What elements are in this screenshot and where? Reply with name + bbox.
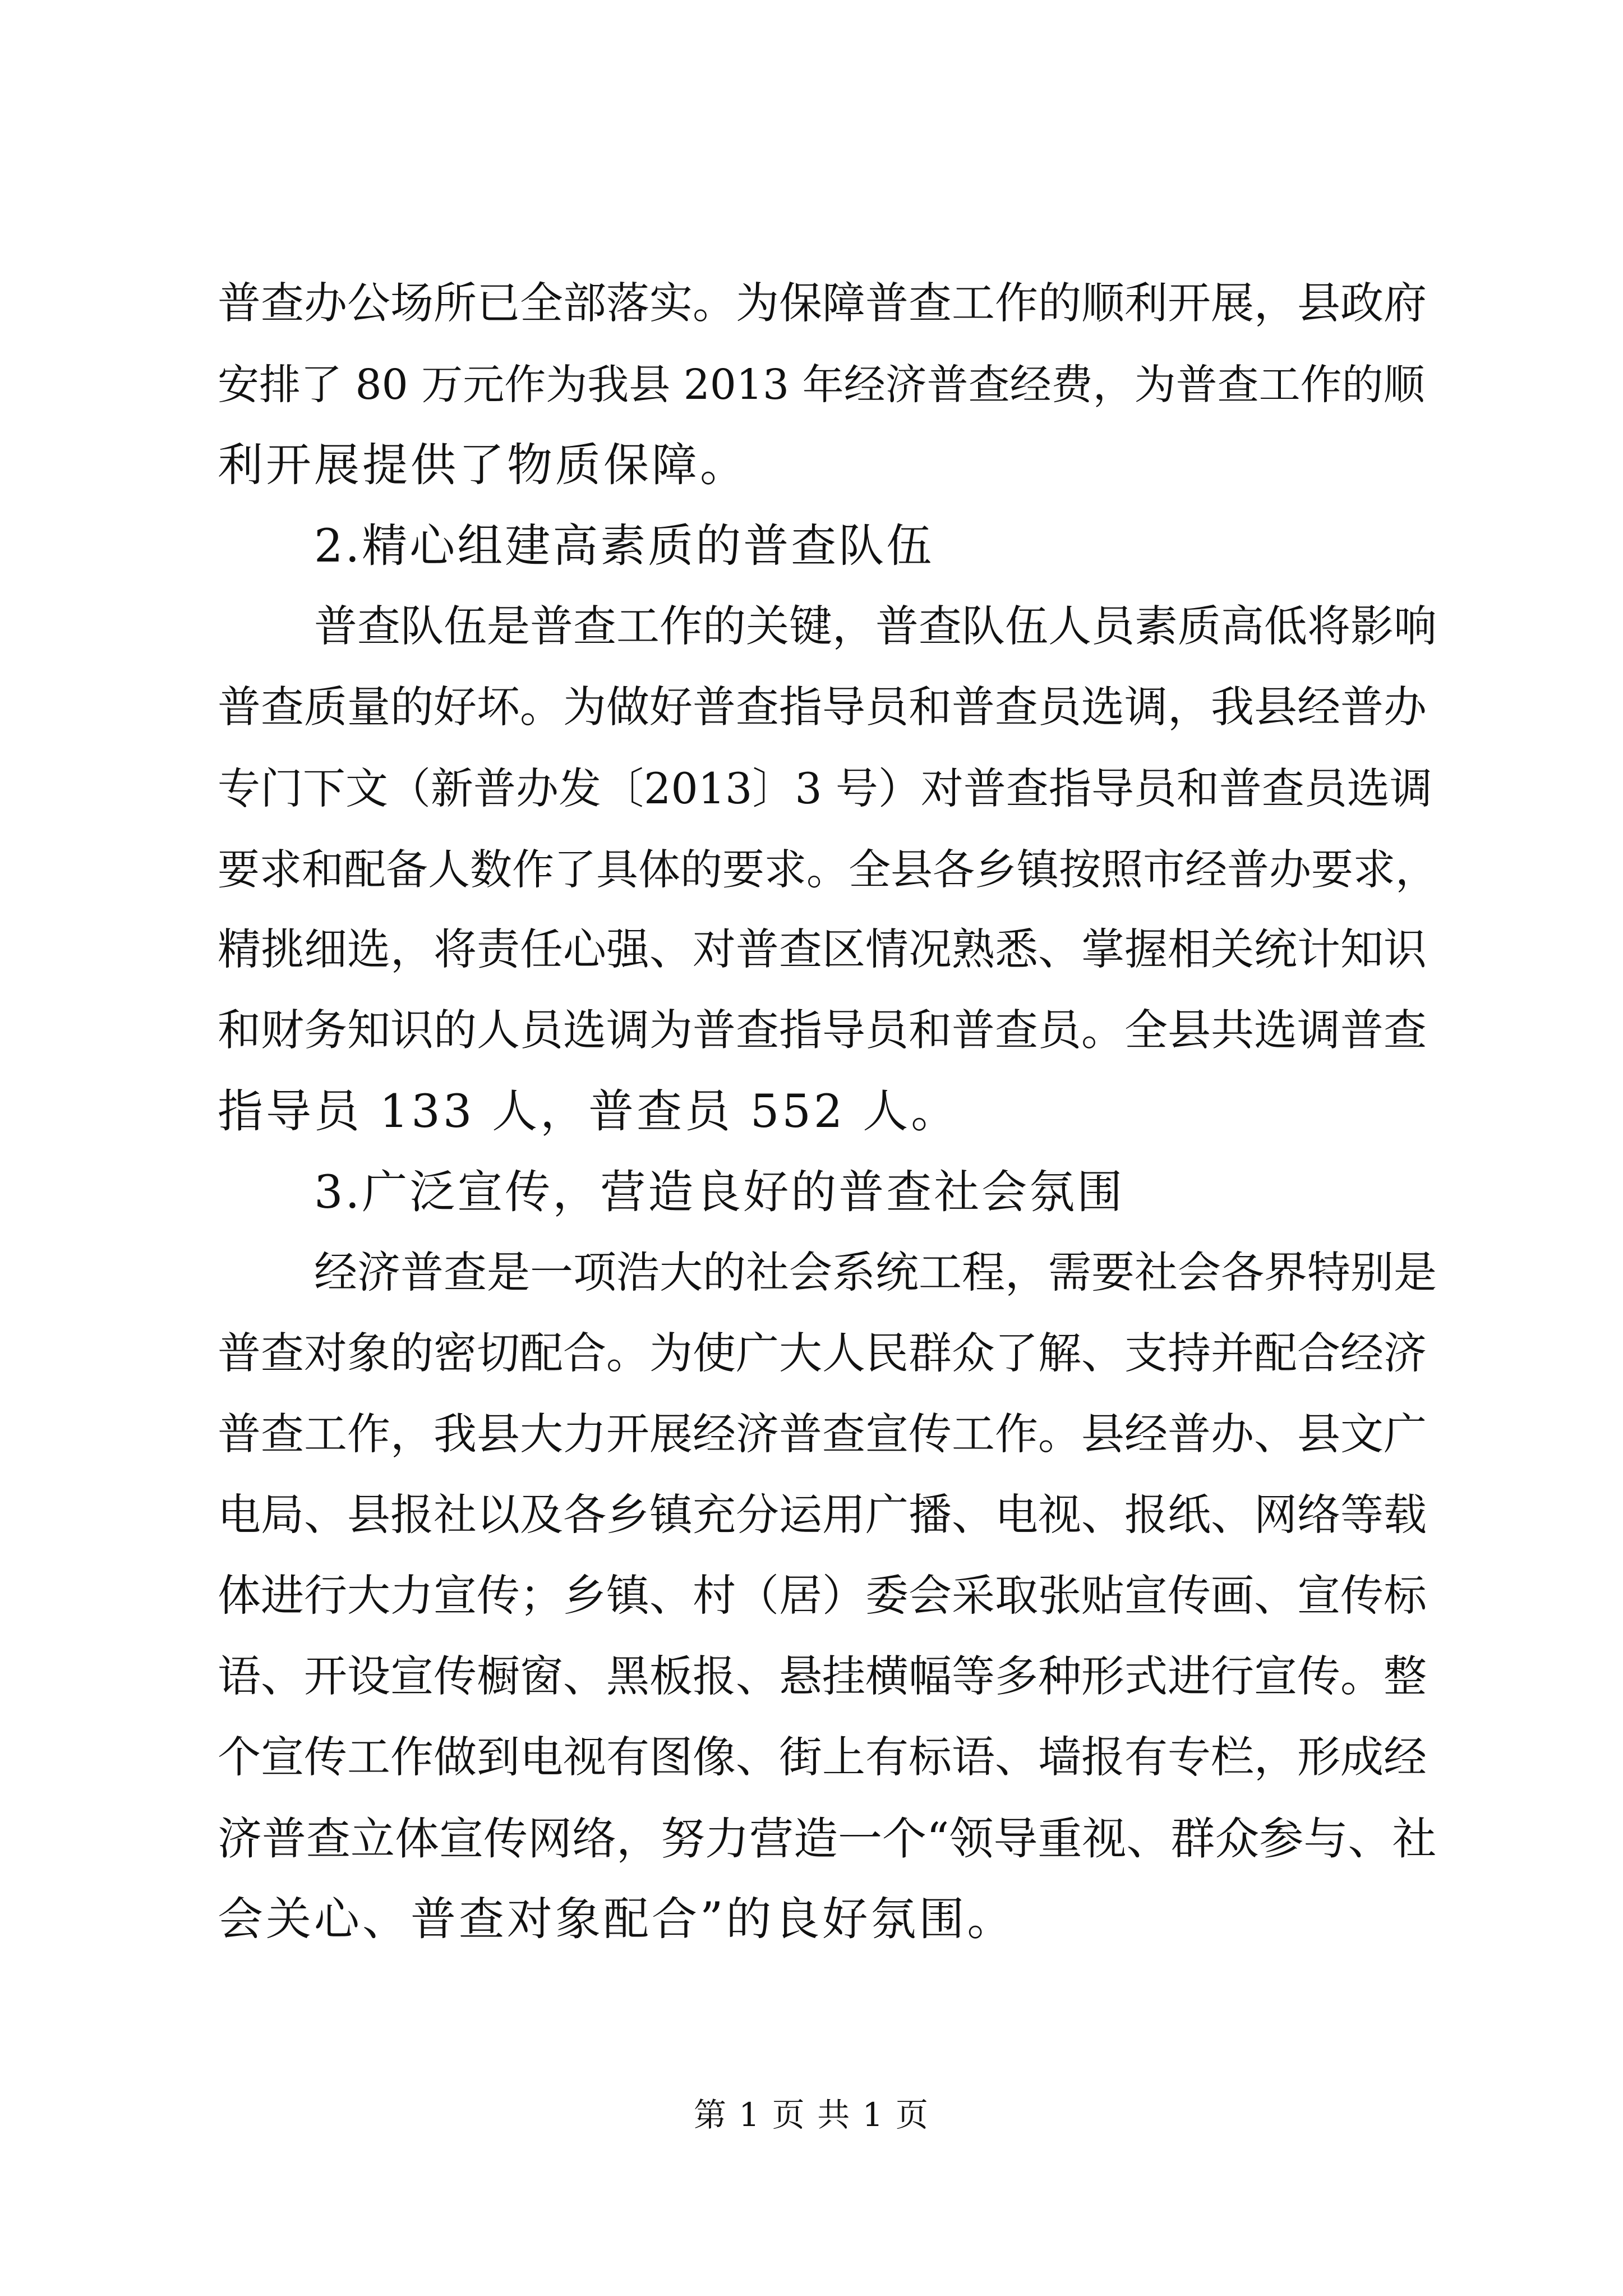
paragraph-line: 普查工作，我县大力开展经济普查宣传工作。县经普办、县文广 [218,1410,1427,1460]
paragraph-line: 利开展提供了物质保障。 [218,439,749,492]
paragraph-line: 指导员 133 人，普查员 552 人。 [218,1085,960,1138]
section-heading: 2.精心组建高素质的普查队伍 [314,520,934,573]
document-body [218,264,1437,1960]
section-heading: 3.广泛宣传，营造良好的普查社会氛围 [314,1166,1125,1219]
paragraph-line: 安排了 80 万元作为我县 2013 年经济普查经费，为普查工作的顺 [218,361,1425,409]
paragraph-line: 电局、县报社以及各乡镇充分运用广播、电视、报纸、网络等载 [218,1490,1427,1540]
paragraph-line: 普查质量的好坏。为做好普查指导员和普查员选调，我县经普办 [218,683,1427,733]
page-footer: 第 1 页 共 1 页 [694,2096,929,2134]
paragraph-line: 体进行大力宣传；乡镇、村（居）委会采取张贴宣传画、宣传标 [218,1571,1427,1621]
paragraph-line: 和财务知识的人员选调为普查指导员和普查员。全县共选调普查 [218,1006,1427,1056]
paragraph-line: 普查队伍是普查工作的关键，普查队伍人员素质高低将影响 [314,602,1437,652]
paragraph-line: 济普查立体宣传网络，努力营造一个“领导重视、群众参与、社 [218,1813,1437,1865]
paragraph-line: 精挑细选，将责任心强、对普查区情况熟悉、掌握相关统计知识 [218,925,1427,975]
paragraph-line: 专门下文（新普办发〔2013〕3 号）对普查指导员和普查员选调 [218,763,1432,813]
paragraph-line: 会关心、普查对象配合”的良好氛围。 [218,1893,1016,1946]
paragraph-line: 普查办公场所已全部落实。为保障普查工作的顺利开展，县政府 [218,279,1427,329]
paragraph-line: 个宣传工作做到电视有图像、街上有标语、墙报有专栏，形成经 [218,1733,1427,1783]
paragraph-line: 要求和配备人数作了具体的要求。全县各乡镇按照市经普办要求， [218,845,1438,894]
paragraph-line: 普查对象的密切配合。为使广大人民群众了解、支持并配合经济 [218,1329,1427,1379]
paragraph-line: 语、开设宣传橱窗、黑板报、悬挂横幅等多种形式进行宣传。整 [218,1652,1427,1702]
paragraph-line: 经济普查是一项浩大的社会系统工程，需要社会各界特别是 [314,1248,1437,1298]
